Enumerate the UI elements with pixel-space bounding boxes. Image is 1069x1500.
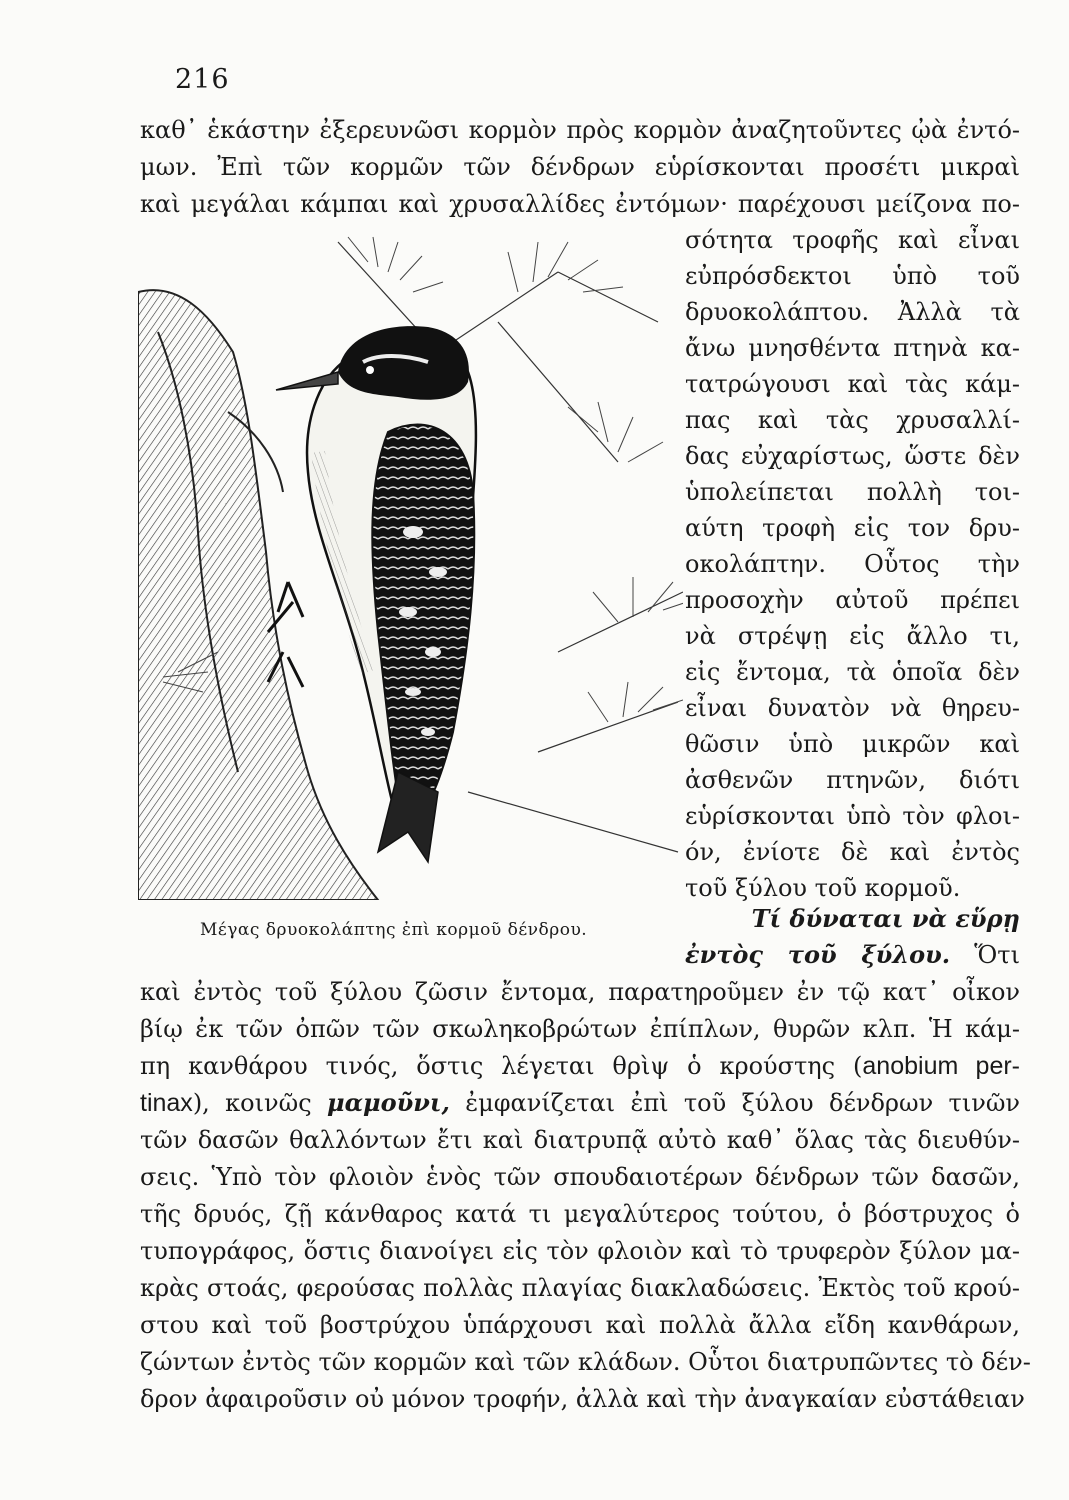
text-line: σεις. Ὑπὸ τὸν φλοιὸν ἑνὸς τῶν σπουδαιοτέρων δένδρων τῶν δασῶν, xyxy=(140,1163,1020,1191)
text-line: πας καὶ τὰς χρυσαλλί- xyxy=(685,406,1020,434)
section-heading-part2: ἐντὸς τοῦ ξύλου. xyxy=(685,940,951,969)
text-line: καθ᾽ ἑκάστην ἐξερευνῶσι κορμὸν πρὸς κορμὸν ἀναζητοῦντες ᾠὰ ἐντό- xyxy=(140,116,1020,144)
common-name: μαμοῦνι, xyxy=(327,1088,450,1117)
text-line: κρὰς στοάς, φερούσας πολλὰς πλαγίας διακλαδώσεις. Ἐκτὸς τοῦ κρού- xyxy=(140,1274,1020,1302)
text-line: εὐπρόσδεκτοι ὑπὸ τοῦ xyxy=(685,262,1020,290)
text-line: θῶσιν ὑπὸ μικρῶν καὶ xyxy=(685,730,1020,758)
text-line: δρυοκολάπτου. Ἀλλὰ τὰ xyxy=(685,298,1020,326)
text-line: δρον ἀφαιροῦσιν οὐ μόνον τροφήν, ἀλλὰ καὶ τὴν ἀναγκαίαν εὐστάθειαν xyxy=(140,1385,1025,1413)
text-line: προσοχὴν αὐτοῦ πρέπει xyxy=(685,586,1020,614)
figure-caption: Μέγας δρυοκολάπτης ἐπὶ κορμοῦ δένδρου. xyxy=(200,920,588,940)
text-line: μων. Ἐπὶ τῶν κορμῶν τῶν δένδρων εὑρίσκονται προσέτι μικραὶ xyxy=(140,153,1020,181)
text-line: τῆς δρυός, ζῇ κάνθαρος κατά τι μεγαλύτερος τούτου, ὁ βόστρυχος ὁ xyxy=(140,1200,1020,1228)
text-line: όν, ἐνίοτε δὲ καὶ ἐντὸς xyxy=(685,838,1020,866)
text-line: τῶν δασῶν θαλλόντων ἔτι καὶ διατρυπᾷ αὐτὸ καθ᾽ ὅλας τὰς διευθύν- xyxy=(140,1126,1020,1154)
text-line: ἀσθενῶν πτηνῶν, διότι xyxy=(685,766,1020,794)
text-line: αύτη τροφὴ εἰς τον δρυ- xyxy=(685,514,1020,542)
text-line: τοῦ ξύλου τοῦ κορμοῦ. xyxy=(685,874,961,902)
heading-continuation: Ὅτι xyxy=(974,941,1020,969)
text-line: στου καὶ τοῦ βοστρύχου ὑπάρχουσι καὶ πολλὰ ἄλλα εἴδη κανθάρων, xyxy=(140,1311,1020,1339)
text-line: σότητα τροφῆς καὶ εἶναι xyxy=(685,226,1020,254)
section-heading-line2 xyxy=(685,940,1020,969)
text-segment: ), κοινῶς xyxy=(192,1089,327,1117)
text-line: εἶναι δυνατὸν νὰ θηρευ- xyxy=(685,694,1020,722)
text-line xyxy=(140,1088,1020,1117)
text-line: βίῳ ἐκ τῶν ὀπῶν τῶν σκωληκοβρώτων ἐπίπλων, θυρῶν κλπ. Ἡ κάμ- xyxy=(140,1015,1020,1043)
text-line: καὶ μεγάλαι κάμπαι καὶ χρυσαλλίδες ἐντόμων· παρέχουσι μείζονα πο- xyxy=(140,190,1020,218)
text-line: εὑρίσκονται ὑπὸ τὸν φλοι- xyxy=(685,802,1020,830)
text-line xyxy=(140,1054,1020,1079)
text-line: δας εὐχαρίστως, ὥστε δὲν xyxy=(685,442,1020,470)
text-line: ἄνω μνησθέντα πτηνὰ κα- xyxy=(685,334,1020,362)
woodpecker-illustration xyxy=(138,232,683,900)
text-line: νὰ στρέψῃ εἰς ἄλλο τι, xyxy=(685,622,1020,650)
text-line: τατρώγουσι καὶ τὰς κάμ- xyxy=(685,370,1020,398)
text-line: ὑπολείπεται πολλὴ τοι- xyxy=(685,478,1020,506)
text-line: ζώντων ἐντὸς τῶν κορμῶν καὶ τῶν κλάδων. Οὗτοι διατρυπῶντες τὸ δέν- xyxy=(140,1348,1031,1376)
text-line: οκολάπτην. Οὗτος τὴν xyxy=(685,550,1020,578)
text-line: τυπογράφος, ὅστις διανοίγει εἰς τὸν φλοιὸν καὶ τὸ τρυφερὸν ξύλον μα- xyxy=(140,1237,1020,1265)
text-segment: πη κανθάρου τινός, ὅστις λέγεται θρὶψ ὁ κρούστης ( xyxy=(140,1052,863,1080)
text-segment: ἐμφανίζεται ἐπὶ τοῦ ξύλου δένδρων τινῶν xyxy=(449,1089,1020,1117)
latin-term: tinax xyxy=(140,1089,193,1117)
text-line: εἰς ἔντομα, τὰ ὁποῖα δὲν xyxy=(685,658,1020,686)
latin-term: anobium per- xyxy=(862,1052,1020,1080)
page-number: 216 xyxy=(175,64,230,95)
section-heading: Τί δύναται νὰ εὕρῃ xyxy=(751,904,1020,933)
text-line: καὶ ἐντὸς τοῦ ξύλου ζῶσιν ἔντομα, παρατηροῦμεν ἐν τῷ κατ᾽ οἶκον xyxy=(140,978,1020,1006)
